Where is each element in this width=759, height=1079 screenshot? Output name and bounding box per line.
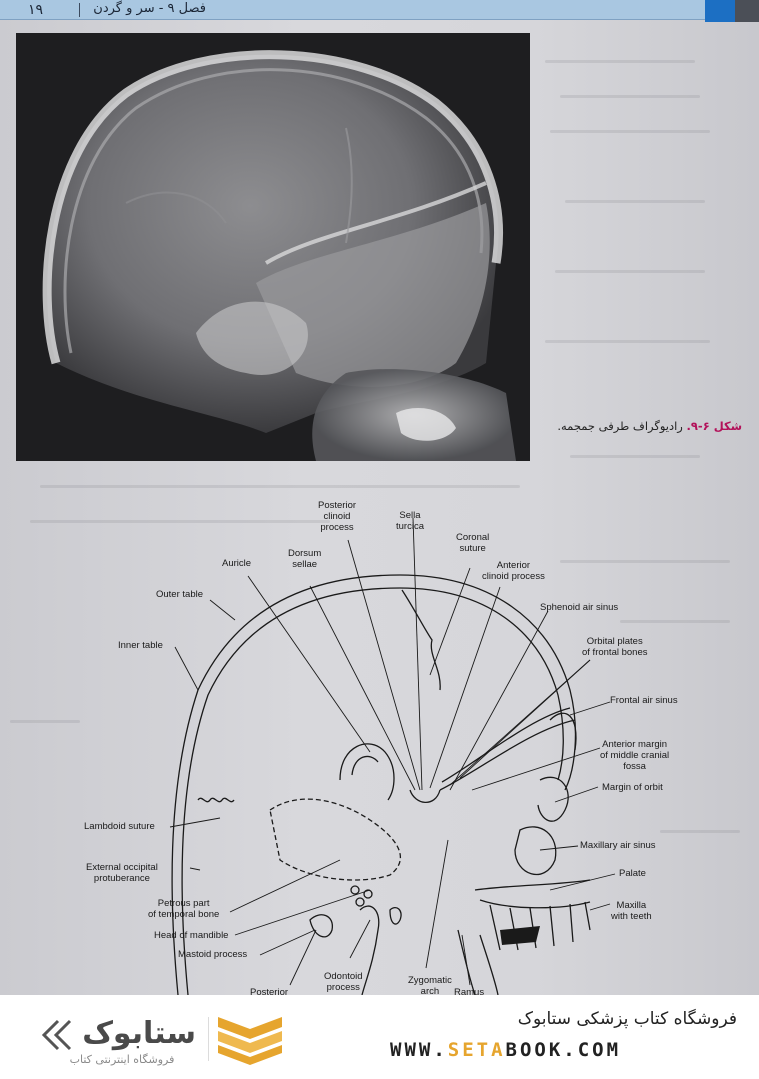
label-lambdoid-suture: Lambdoid suture — [84, 821, 155, 832]
label-orbital-plates: Orbital plates of frontal bones — [582, 636, 648, 658]
page-edge — [735, 0, 759, 22]
logo-text: ستابوک — [82, 1016, 196, 1051]
figure-caption — [536, 419, 742, 433]
store-footer — [0, 995, 759, 1079]
page-number: ۱۹ — [28, 2, 44, 18]
label-external-occipital: External occipital protuberance — [86, 862, 158, 884]
skull-line-diagram — [70, 490, 720, 995]
label-anterior-margin: Anterior margin of middle cranial fossa — [600, 739, 670, 772]
label-zygomatic-arch: Zygomatic arch — [408, 975, 452, 995]
skull-radiograph — [16, 33, 530, 461]
label-maxilla: Maxilla with teeth — [611, 900, 652, 922]
label-outer-table: Outer table — [156, 589, 203, 600]
label-petrous-part: Petrous part of temporal bone — [148, 898, 220, 920]
label-posterior-bottom: Posterior — [250, 987, 289, 995]
chevron-logo-icon — [214, 1013, 286, 1065]
store-logo — [36, 1009, 206, 1057]
caption-label: شکل ۶-۹. — [686, 419, 742, 433]
label-posterior-clinoid: Posterior clinoid process — [318, 500, 357, 533]
header-tab — [705, 0, 735, 22]
chapter-title: فصل ۹ - سر و گردن — [93, 1, 206, 16]
label-sella-turcica: Sella turcica — [396, 510, 424, 532]
label-dorsum-sellae: Dorsum sellae — [288, 548, 322, 570]
label-palate: Palate — [619, 868, 646, 879]
header-divider — [79, 3, 80, 17]
label-ramus: Ramus — [454, 987, 485, 995]
label-sphenoid-air-sinus: Sphenoid air sinus — [540, 602, 619, 613]
label-maxillary-air-sinus: Maxillary air sinus — [580, 840, 656, 851]
running-header — [0, 0, 705, 20]
logo-divider — [208, 1017, 209, 1061]
label-margin-of-orbit: Margin of orbit — [602, 782, 663, 793]
label-auricle: Auricle — [222, 558, 252, 569]
label-odontoid-process: Odontoid process — [324, 971, 363, 993]
store-url[interactable]: WWW.SETABOOK.COM — [390, 1039, 622, 1061]
label-mastoid-process: Mastoid process — [178, 949, 248, 960]
label-anterior-clinoid: Anterior clinoid process — [482, 560, 545, 582]
label-coronal-suture: Coronal suture — [456, 532, 490, 554]
caption-text: رادیوگراف طرفی جمجمه. — [557, 419, 687, 433]
label-frontal-air-sinus: Frontal air sinus — [610, 695, 678, 706]
logo-subtitle: فروشگاه اینترنتی کتاب — [69, 1053, 175, 1066]
label-inner-table: Inner table — [118, 640, 163, 651]
label-head-of-mandible: Head of mandible — [154, 930, 229, 941]
store-name: فروشگاه کتاب پزشکی ستابوک — [517, 1009, 737, 1029]
